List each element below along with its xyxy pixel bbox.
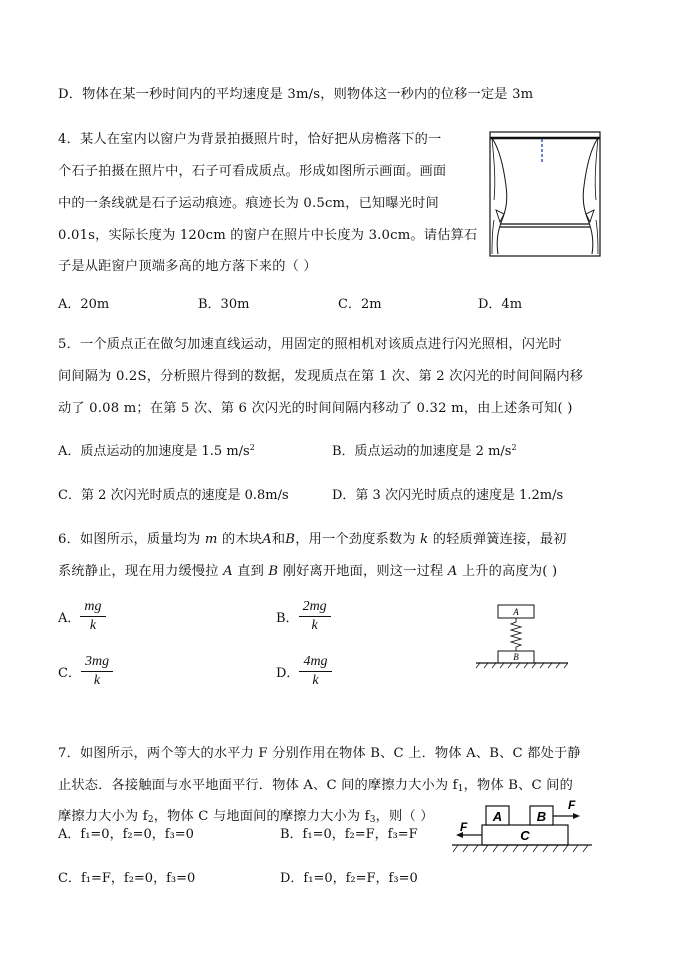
- q4-line-1: 4．某人在室内以窗户为背景拍摄照片时，恰好把从房檐落下的一: [58, 132, 442, 147]
- q7-option-d: D．f₁=0，f₂=F，f₃=0: [280, 871, 418, 886]
- q5-line-2: 间间隔为 0.2S，分析照片得到的数据，发现质点在第 1 次、第 2 次闪光的时间间隔内移: [58, 369, 584, 384]
- q7-option-b: B．f₁=0，f₂=F，f₃=F: [280, 827, 418, 842]
- q4-line-4: 0.01s，实际长度为 120cm 的窗户在照片中长度为 3.0cm。请估算石: [58, 228, 478, 243]
- spring: [511, 618, 521, 651]
- window-curtain-figure: [486, 130, 604, 258]
- q7-line-1: 7．如图所示，两个等大的水平力 F 分别作用在物体 B、C 上．物体 A、B、C 都处于静: [58, 746, 581, 761]
- q7-option-c: C．f₁=F，f₂=0，f₃=0: [58, 871, 196, 886]
- q6-line-1: 6．如图所示，质量均为 m 的木块A和B，用一个劲度系数为 k 的轻质弹簧连接，最初: [58, 532, 567, 547]
- q4-option-a: A．20m: [58, 297, 110, 312]
- q6-option-a: A． $\frac{mg}{k}$: [58, 598, 106, 635]
- q3-option-d: D．物体在某一秒时间内的平均速度是 3m/s，则物体这一秒内的位移一定是 3m: [58, 87, 534, 102]
- q5-option-c: C．第 2 次闪光时质点的速度是 0.8m/s: [58, 488, 289, 503]
- q5-line-1: 5．一个质点正在做匀加速直线运动，用固定的照相机对该质点进行闪光照相，闪光时: [58, 337, 562, 352]
- q4-option-d: D．4m: [478, 297, 523, 312]
- abc-blocks-figure: [452, 795, 592, 857]
- label-b: B: [513, 652, 519, 662]
- q7-option-a: A．f₁=0，f₂=0，f₃=0: [58, 827, 194, 842]
- label-f-left: F: [460, 820, 468, 834]
- q7-line-2: 止状态．各接触面与水平地面平行．物体 A、C 间的摩擦力大小为 $f_1$，物体 B、C 间的: [58, 778, 573, 794]
- q6-line-2: 系统静止，现在用力缓慢拉 A 直到 B 刚好离开地面，则这一过程 A 上升的高度为( ): [58, 564, 558, 579]
- label-a: A: [513, 607, 519, 617]
- label-b: B: [536, 809, 547, 824]
- q4-line-2: 个石子拍摄在照片中，石子可看成质点。形成如图所示画面。画面: [58, 164, 447, 179]
- spring-blocks-figure: [472, 603, 572, 669]
- q6-option-d: D． $\frac{4mg}{k}$: [276, 653, 332, 690]
- q4-line-5: 子是从距窗户顶端多高的地方落下来的（ ）: [58, 259, 317, 274]
- q4-option-c: C．2m: [338, 297, 382, 312]
- q5-option-a: A．质点运动的加速度是 1.5 $m/s^2$: [58, 443, 255, 459]
- q4-line-3: 中的一条线就是石子运动痕迹。痕迹长为 0.5cm，已知曝光时间: [58, 196, 439, 211]
- label-f-right: F: [568, 798, 576, 812]
- label-c: C: [520, 828, 530, 843]
- q5-option-d: D．第 3 次闪光时质点的速度是 1.2m/s: [332, 488, 564, 503]
- q6-option-b: B． $\frac{2mg}{k}$: [276, 598, 331, 635]
- q4-option-b: B．30m: [198, 297, 250, 312]
- q7-line-3: 摩擦力大小为 $f_2$，物体 C 与地面间的摩擦力大小为 $f_3$，则（ ）: [58, 809, 434, 825]
- q5-option-b: B．质点运动的加速度是 2 $m/s^2$: [332, 443, 517, 459]
- q6-option-c: C． $\frac{3mg}{k}$: [58, 653, 113, 690]
- label-a: A: [492, 809, 503, 824]
- q5-line-3: 动了 0.08 m；在第 5 次、第 6 次闪光的时间间隔内移动了 0.32 m，由上述条可知( ): [58, 401, 573, 416]
